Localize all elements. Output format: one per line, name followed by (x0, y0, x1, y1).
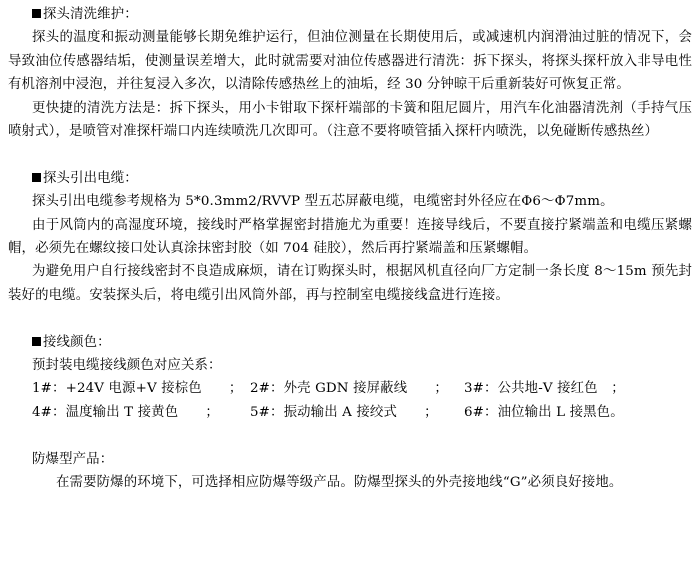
explosion-paragraph: 在需要防爆的环境下，可选择相应防爆等级产品。防爆型探头的外壳接地线“G”必须良好接地。 (56, 475, 623, 491)
wiring-row (32, 401, 692, 424)
square-bullet-icon (32, 9, 41, 18)
cable-section-title (8, 167, 692, 190)
cable-paragraph-1: 探头引出电缆参考规格为 5*0.3mm2/RVVP 型五芯屏蔽电缆，电缆密封外径应在Φ6～Φ7mm。 (32, 194, 614, 210)
wiring-row (32, 377, 692, 400)
cable-paragraph-3: 为避免用户自行接线密封不良造成麻烦，请在订购探头时，根据风机直径向厂方定制一条长度 8～15m 预先封装好的电缆。安装探头后，将电缆引出风筒外部，再与控制室电缆接线盒进行连接。 (8, 264, 692, 303)
wiring-color-table (8, 377, 692, 424)
explosion-section-title: 防爆型产品： (32, 451, 114, 467)
cable-title-text: 探头引出电缆： (43, 170, 138, 186)
wiring-cell: 1#：+24V 电源+V 接棕色 ； (32, 381, 243, 397)
spacer (8, 143, 692, 166)
wiring-cell: 2#：外壳 GDN 接屏蔽线 ； (250, 381, 448, 397)
wiring-intro: 预封装电缆接线颜色对应关系： (32, 358, 222, 374)
cleaning-paragraph-2: 更快捷的清洗方法是：拆下探头，用小卡钳取下探杆端部的卡簧和阻尼圆片，用汽车化油器清洗剂（手持气压喷射式），是喷管对准探杆端口内连续喷洗几次即可。（注意不要将喷管插入探杆内喷洗，以免碰断传感热丝） (8, 100, 692, 140)
wiring-cell: 6#：油位输出 L 接黑色。 (464, 404, 624, 420)
square-bullet-icon (32, 173, 41, 182)
wiring-cell: 3#：公共地-V 接红色 ； (464, 381, 625, 397)
wiring-title-text: 接线颜色： (43, 334, 111, 350)
cleaning-section-title (8, 3, 692, 26)
spacer (8, 307, 692, 330)
cleaning-paragraph-1: 探头的温度和振动测量能够长期免维护运行，但油位测量在长期使用后，或减速机内润滑油过脏的情况下，会导致油位传感器结垢，使测量误差增大，此时就需要对油位传感器进行清洗：拆下探头，将探头探杆放入非导电性有机溶剂中浸泡，并往复浸入多次，以清除传感热丝上的油垢，经 30 分钟晾干后重新装好可恢复正常。 (8, 30, 692, 93)
square-bullet-icon (32, 337, 41, 346)
wiring-cell: 5#：振动输出 A 接绞式 ； (250, 404, 438, 420)
wiring-cell: 4#：温度输出 T 接黄色 ； (32, 404, 219, 420)
cleaning-title-text: 探头清洗维护： (43, 7, 138, 22)
spacer (8, 424, 692, 447)
wiring-section-title (8, 331, 692, 354)
cable-paragraph-2: 由于风筒内的高湿度环境，接线时严格掌握密封措施尤为重要！连接导线后，不要直接拧紧端盖和电缆压紧螺帽，必须先在螺纹接口处认真涂抹密封胶（如 704 硅胶），然后再拧紧端盖和压紧螺帽。 (8, 217, 692, 257)
